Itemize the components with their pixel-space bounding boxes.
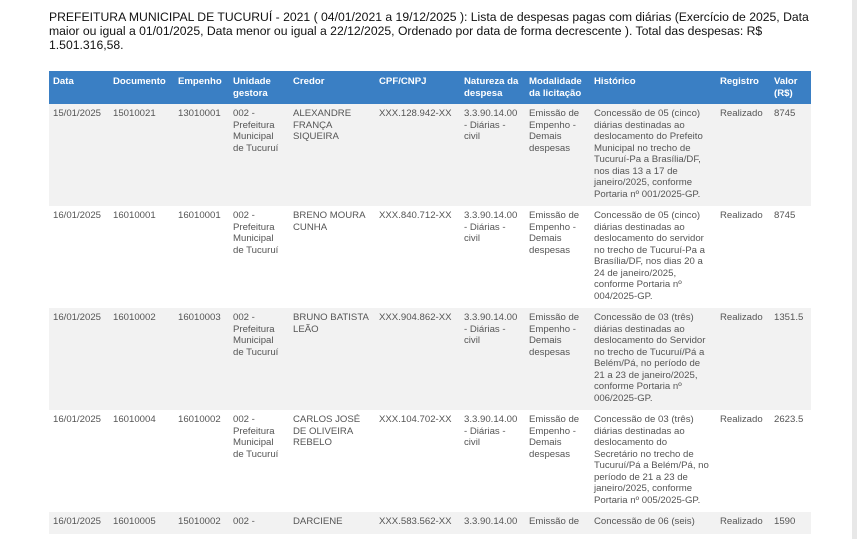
cell-modalidade: Emissão de Empenho - Demais despesas [525,104,590,206]
table-row [49,512,811,534]
right-edge-shadow [852,0,857,539]
cell-unidade-gestora: 002 - Prefeitura Municipal de Tucuruí [229,104,289,206]
cell-historico: Concessão de 03 (três) diárias destinadas ao deslocamento do Servidor no trecho de Tucuruí/Pá a Belém/Pá, no período de 21 a 23 de janeiro/2025, conforme Portaria nº 006/2025-GP. [590,308,716,410]
column-header-valor[interactable]: Valor (R$) [770,71,811,104]
cell-registro: Realizado [716,410,770,512]
report-title: PREFEITURA MUNICIPAL DE TUCURUÍ - 2021 ( 04/01/2021 a 19/12/2025 ): Lista de despesas pagas com diárias (Exercício de 2025, Data maior ou igual a 01/01/2025, Data menor ou igual a 22/12/2025, Ordenado por data de forma decrescente ). Total das despesas: R$ 1.501.316,58. [49,10,809,52]
column-header-unidade-gestora[interactable]: Unidade gestora [229,71,289,104]
cell-historico: Concessão de 05 (cinco) diárias destinadas ao deslocamento do servidor no trecho de Tucuruí-Pa a Brasília/DF, nos dias 20 a 24 de janeiro/2025, conforme Portaria nº 004/2025-GP. [590,206,716,308]
column-header-credor[interactable]: Credor [289,71,375,104]
column-header-documento[interactable]: Documento [109,71,174,104]
cell-historico: Concessão de 05 (cinco) diárias destinadas ao deslocamento do Prefeito Municipal no trecho de Tucuruí-Pa a Brasília/DF, nos dias 13 a 17 de janeiro/2025, conforme Portaria nº 001/2025-GP. [590,104,716,206]
cell-cpf-cnpj: XXX.128.942-XX [375,104,460,206]
cell-credor: ALEXANDRE FRANÇA SIQUEIRA [289,104,375,206]
table-row [49,104,811,206]
cell-data: 16/01/2025 [49,308,109,410]
column-header-cpf-cnpj[interactable]: CPF/CNPJ [375,71,460,104]
cell-empenho: 15010002 [174,512,229,534]
cell-data: 15/01/2025 [49,104,109,206]
cell-registro: Realizado [716,104,770,206]
cell-credor: BRUNO BATISTA LEÃO [289,308,375,410]
table-row [49,206,811,308]
cell-cpf-cnpj: XXX.840.712-XX [375,206,460,308]
cell-empenho: 13010001 [174,104,229,206]
cell-historico: Concessão de 06 (seis) [590,512,716,534]
cell-unidade-gestora: 002 - Prefeitura Municipal de Tucuruí [229,308,289,410]
cell-documento: 16010004 [109,410,174,512]
column-header-natureza[interactable]: Natureza da despesa [460,71,525,104]
expenses-table [49,71,811,534]
column-header-data[interactable]: Data [49,71,109,104]
cell-registro: Realizado [716,308,770,410]
cell-unidade-gestora: 002 - [229,512,289,534]
cell-credor: CARLOS JOSÉ DE OLIVEIRA REBELO [289,410,375,512]
cell-historico: Concessão de 03 (três) diárias destinadas ao deslocamento do Secretário no trecho de Tucuruí/Pá a Belém/Pá, no período de 21 a 23 de janeiro/2025, conforme Portaria nº 005/2025-GP. [590,410,716,512]
cell-natureza: 3.3.90.14.00 - Diárias - civil [460,206,525,308]
cell-cpf-cnpj: XXX.583.562-XX [375,512,460,534]
cell-data: 16/01/2025 [49,410,109,512]
cell-unidade-gestora: 002 - Prefeitura Municipal de Tucuruí [229,410,289,512]
cell-data: 16/01/2025 [49,206,109,308]
cell-valor: 1590 [770,512,811,534]
cell-valor: 8745 [770,206,811,308]
column-header-empenho[interactable]: Empenho [174,71,229,104]
cell-modalidade: Emissão de [525,512,590,534]
cell-unidade-gestora: 002 - Prefeitura Municipal de Tucuruí [229,206,289,308]
cell-empenho: 16010001 [174,206,229,308]
cell-natureza: 3.3.90.14.00 - Diárias - civil [460,104,525,206]
cell-modalidade: Emissão de Empenho - Demais despesas [525,308,590,410]
cell-natureza: 3.3.90.14.00 - Diárias - civil [460,308,525,410]
column-header-historico[interactable]: Histórico [590,71,716,104]
cell-credor: DARCIENE [289,512,375,534]
cell-natureza: 3.3.90.14.00 - Diárias - civil [460,410,525,512]
column-header-modalidade[interactable]: Modalidade da licitação [525,71,590,104]
table-header-row [49,71,811,104]
cell-modalidade: Emissão de Empenho - Demais despesas [525,410,590,512]
cell-empenho: 16010003 [174,308,229,410]
cell-valor: 1351.5 [770,308,811,410]
table-row [49,308,811,410]
cell-credor: BRENO MOURA CUNHA [289,206,375,308]
cell-valor: 8745 [770,104,811,206]
cell-documento: 16010005 [109,512,174,534]
cell-documento: 16010002 [109,308,174,410]
cell-registro: Realizado [716,206,770,308]
cell-valor: 2623.5 [770,410,811,512]
cell-documento: 16010001 [109,206,174,308]
table-row [49,410,811,512]
cell-modalidade: Emissão de Empenho - Demais despesas [525,206,590,308]
cell-natureza: 3.3.90.14.00 [460,512,525,534]
cell-documento: 15010021 [109,104,174,206]
cell-registro: Realizado [716,512,770,534]
cell-cpf-cnpj: XXX.104.702-XX [375,410,460,512]
cell-cpf-cnpj: XXX.904.862-XX [375,308,460,410]
cell-empenho: 16010002 [174,410,229,512]
column-header-registro[interactable]: Registro [716,71,770,104]
cell-data: 16/01/2025 [49,512,109,534]
